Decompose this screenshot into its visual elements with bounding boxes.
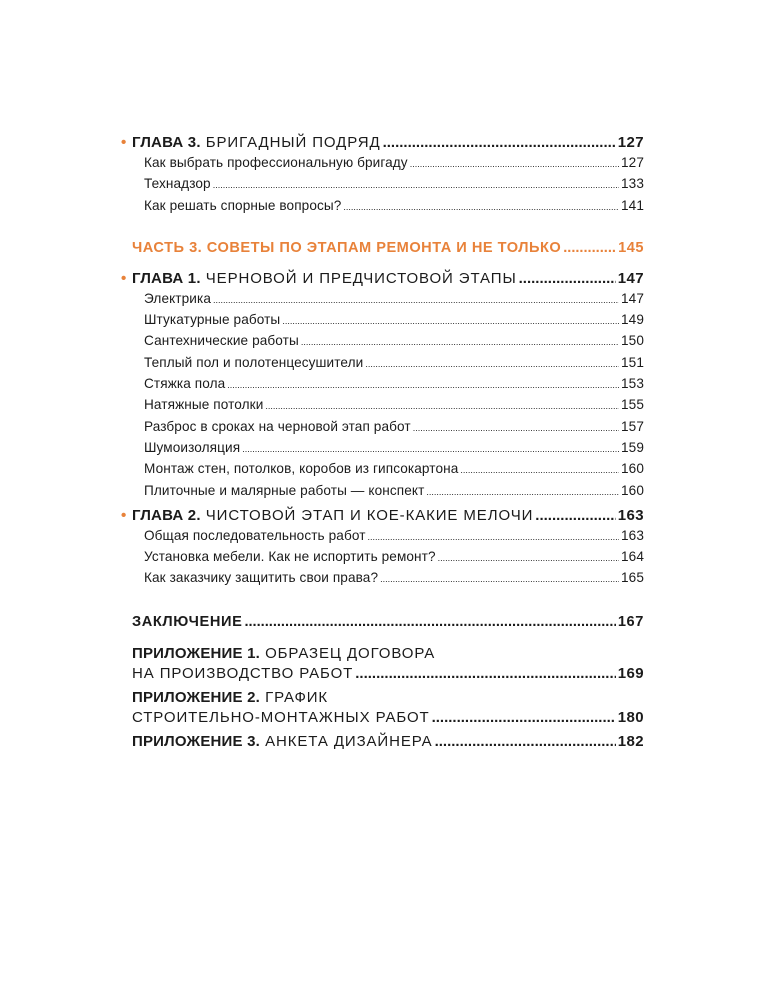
chapter-title: БРИГАДНЫЙ ПОДРЯД: [205, 134, 381, 151]
entry-title: Теплый пол и полотенцесушители: [144, 354, 364, 370]
page-number: 147: [621, 290, 644, 306]
page-number: 163: [617, 506, 644, 524]
leader-dots: [368, 528, 620, 547]
toc-entry[interactable]: [132, 526, 644, 547]
appendix-title-line1: ОБРАЗЕЦ ДОГОВОРА: [265, 644, 436, 662]
leader-dots: [432, 708, 616, 728]
entry-title: Плиточные и малярные работы — конспект: [144, 482, 425, 498]
toc-appendix-3[interactable]: [132, 732, 644, 752]
toc-entry[interactable]: [132, 353, 644, 374]
entry-title: Как решать спорные вопросы?: [144, 197, 342, 213]
leader-dots: [383, 133, 616, 153]
appendix-number: ПРИЛОЖЕНИЕ 2.: [132, 688, 261, 706]
bullet-icon: •: [121, 134, 128, 151]
toc-part-3[interactable]: [132, 238, 644, 258]
leader-dots: [265, 397, 619, 416]
toc-entry[interactable]: [132, 196, 644, 217]
page-number: 182: [617, 732, 644, 750]
page-number: 169: [617, 664, 644, 682]
page-number: 167: [617, 613, 644, 630]
toc-chapter-1[interactable]: [121, 269, 644, 289]
page-number: 151: [621, 354, 644, 370]
leader-dots: [563, 238, 616, 258]
leader-dots: [426, 483, 619, 502]
entry-title: Установка мебели. Как не испортить ремонт?: [144, 549, 436, 565]
chapter-number: ГЛАВА 3.: [132, 134, 201, 151]
page-number: 159: [621, 439, 644, 455]
page-number: 127: [617, 134, 644, 151]
entry-title: Как выбрать профессиональную бригаду: [144, 155, 408, 170]
leader-dots: [413, 419, 619, 438]
chapter-title: ЧИСТОВОЙ ЭТАП И КОЕ-КАКИЕ МЕЛОЧИ: [205, 506, 534, 524]
page-number: 165: [621, 570, 644, 586]
toc-entry[interactable]: [132, 568, 644, 589]
entry-title: Как заказчику защитить свои права?: [144, 570, 379, 586]
page-number: 145: [618, 239, 644, 256]
toc-appendix-2[interactable]: [132, 688, 644, 728]
toc-entry[interactable]: [132, 310, 644, 331]
leader-dots: [343, 198, 619, 217]
toc-entry[interactable]: [132, 153, 644, 174]
toc-entry[interactable]: [132, 374, 644, 395]
page-number: 153: [621, 376, 644, 392]
toc-entry[interactable]: [132, 395, 644, 416]
toc-entry[interactable]: [132, 289, 644, 310]
toc-chapter-2[interactable]: [121, 506, 644, 526]
leader-dots: [380, 570, 619, 589]
page-number: 164: [621, 549, 644, 565]
leader-dots: [535, 506, 615, 526]
toc-appendix-1[interactable]: [132, 644, 644, 684]
entry-title: ЗАКЛЮЧЕНИЕ: [132, 613, 243, 630]
toc-entry[interactable]: [132, 174, 644, 195]
page-number: 147: [617, 269, 644, 287]
entry-title: Электрика: [144, 290, 211, 306]
toc-entry[interactable]: [132, 481, 644, 502]
entry-title: Шумоизоляция: [144, 439, 241, 455]
leader-dots: [301, 333, 619, 352]
leader-dots: [365, 355, 619, 374]
toc-entry[interactable]: [132, 547, 644, 568]
page-number: 149: [621, 312, 644, 328]
page-number: 133: [621, 176, 644, 192]
entry-title: Стяжка пола: [144, 376, 226, 392]
leader-dots: [244, 612, 615, 632]
appendix-title-line1: ГРАФИК: [265, 688, 329, 706]
chapter-number: ГЛАВА 2.: [132, 506, 201, 524]
toc-conclusion[interactable]: [132, 612, 644, 632]
toc-chapter-3[interactable]: [121, 133, 644, 153]
table-of-contents: [121, 133, 644, 752]
page-number: 163: [621, 527, 644, 543]
appendix-title-line2: НА ПРОИЗВОДСТВО РАБОТ: [132, 664, 354, 682]
entry-title: Технадзор: [144, 176, 211, 192]
toc-entry[interactable]: [132, 331, 644, 352]
appendix-number: ПРИЛОЖЕНИЕ 1.: [132, 644, 261, 662]
part-title: ЧАСТЬ 3. СОВЕТЫ ПО ЭТАПАМ РЕМОНТА И НЕ ТОЛЬКО: [132, 239, 562, 256]
page-number: 141: [621, 197, 644, 213]
entry-title: Монтаж стен, потолков, коробов из гипсокартона: [144, 461, 459, 477]
appendix-number: ПРИЛОЖЕНИЕ 3.: [132, 732, 261, 750]
page-number: 160: [621, 461, 644, 477]
leader-dots: [282, 312, 619, 331]
page-number: 150: [621, 333, 644, 349]
page-number: 160: [621, 482, 644, 498]
appendix-title: АНКЕТА ДИЗАЙНЕРА: [265, 732, 433, 750]
entry-title: Натяжные потолки: [144, 397, 264, 413]
leader-dots: [410, 155, 619, 174]
entry-title: Сантехнические работы: [144, 333, 299, 349]
leader-dots: [438, 549, 619, 568]
leader-dots: [242, 440, 619, 459]
leader-dots: [519, 269, 616, 289]
chapter-number: ГЛАВА 1.: [132, 269, 201, 287]
chapter-title: ЧЕРНОВОЙ И ПРЕДЧИСТОВОЙ ЭТАПЫ: [205, 269, 517, 287]
leader-dots: [227, 376, 619, 395]
toc-entry[interactable]: [132, 438, 644, 459]
page-number: 157: [621, 418, 644, 434]
leader-dots: [355, 664, 616, 684]
page-number: 180: [617, 708, 644, 726]
entry-title: Штукатурные работы: [144, 312, 281, 328]
entry-title: Разброс в сроках на черновой этап работ: [144, 418, 411, 434]
appendix-title-line2: СТРОИТЕЛЬНО-МОНТАЖНЫХ РАБОТ: [132, 708, 430, 726]
toc-entry[interactable]: [132, 459, 644, 480]
leader-dots: [213, 176, 619, 195]
bullet-icon: •: [121, 269, 128, 287]
leader-dots: [460, 461, 619, 480]
page-number: 127: [621, 155, 644, 170]
bullet-icon: •: [121, 506, 128, 524]
leader-dots: [435, 732, 616, 752]
toc-entry[interactable]: [132, 417, 644, 438]
entry-title: Общая последовательность работ: [144, 527, 366, 543]
leader-dots: [213, 291, 619, 310]
page-number: 155: [621, 397, 644, 413]
